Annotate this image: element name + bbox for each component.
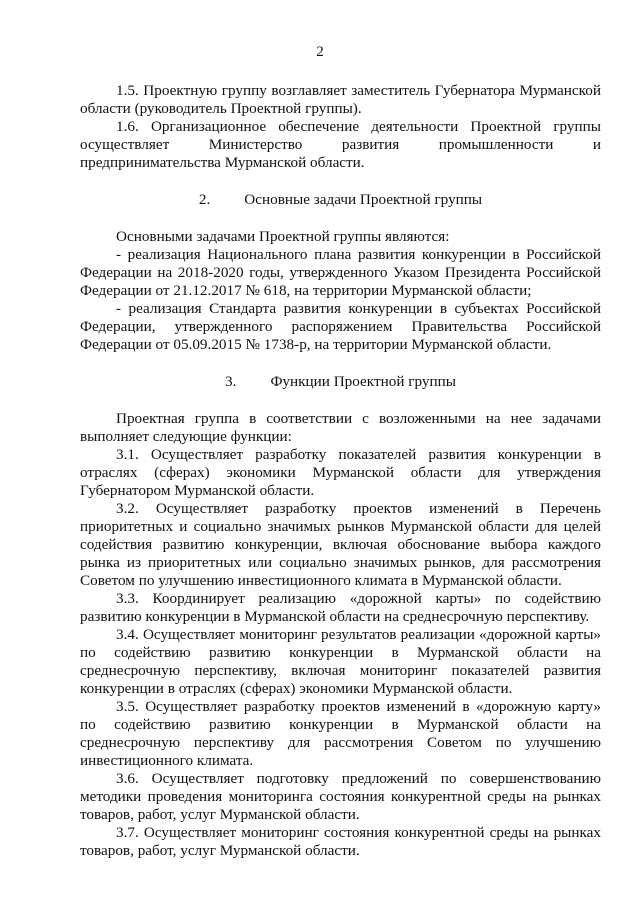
section-3-item: 3.2. Осуществляет разработку проектов изменений в Перечень приоритетных и социально значимых рынков Мурманской области для целей содействия развитию конкуренции, включая обоснование выбора каждого рынка из приоритетных или социально значимых рынков, для рассмотрения Советом по улучшению инвестиционного климата в Мурманской области. [80, 500, 601, 589]
section-3-item: 3.1. Осуществляет разработку показателей развития конкуренции в отраслях (сферах) экономики Мурманской области для утверждения Губернатором Мурманской области. [80, 446, 601, 499]
section-3-heading [80, 354, 601, 410]
section-3-number: 3. [225, 373, 237, 390]
page-number: 2 [316, 44, 324, 60]
paragraph-1-5: 1.5. Проектную группу возглавляет заместитель Губернатора Мурманской области (руководитель Проектной группы). [80, 82, 601, 117]
section-3-intro: Проектная группа в соответствии с возложенными на нее задачами выполняет следующие функции: [80, 410, 601, 445]
section-3-item: 3.7. Осуществляет мониторинг состояния конкурентной среды на рынках товаров, работ, услуг Мурманской области. [80, 824, 601, 859]
section-2-intro: Основными задачами Проектной группы являются: [116, 228, 450, 245]
section-2-item: - реализация Национального плана развития конкуренции в Российской Федерации на 2018-2020 годы, утвержденного Указом Президента Российской Федерации от 21.12.2017 № 618, на территории Мурманской области; [80, 246, 601, 299]
section-3-item: 3.3. Координирует реализацию «дорожной карты» по содействию развитию конкуренции в Мурманской области на среднесрочную перспективу. [80, 590, 601, 625]
section-2-title: Основные задачи Проектной группы [244, 191, 483, 208]
section-2-number: 2. [198, 191, 211, 208]
section-3-item: 3.6. Осуществляет подготовку предложений по совершенствованию методики проведения мониторинга состояния конкурентной среды на рынках товаров, работ, услуг Мурманской области. [80, 770, 601, 823]
paragraph-1-6: 1.6. Организационное обеспечение деятельности Проектной группы осуществляет Министерство развития промышленности и предпринимательства Мурманской области. [80, 118, 601, 171]
section-2-heading [80, 172, 601, 228]
document-body [80, 82, 601, 860]
section-3-title: Функции Проектной группы [270, 373, 456, 390]
section-2-item: - реализация Стандарта развития конкуренции в субъектах Российской Федерации, утвержденного распоряжением Правительства Российской Федерации от 05.09.2015 № 1738-р, на территории Мурманской области. [80, 300, 601, 353]
section-3-item: 3.4. Осуществляет мониторинг результатов реализации «дорожной карты» по содействию развитию конкуренции в Мурманской области на среднесрочную перспективу, включая мониторинг показателей развития конкуренции в отраслях (сферах) экономики Мурманской области. [80, 626, 601, 697]
section-3-item: 3.5. Осуществляет разработку проектов изменений в «дорожную карту» по содействию развитию конкуренции в Мурманской области на среднесрочную перспективу для рассмотрения Советом по улучшению инвестиционного климата. [80, 698, 601, 769]
